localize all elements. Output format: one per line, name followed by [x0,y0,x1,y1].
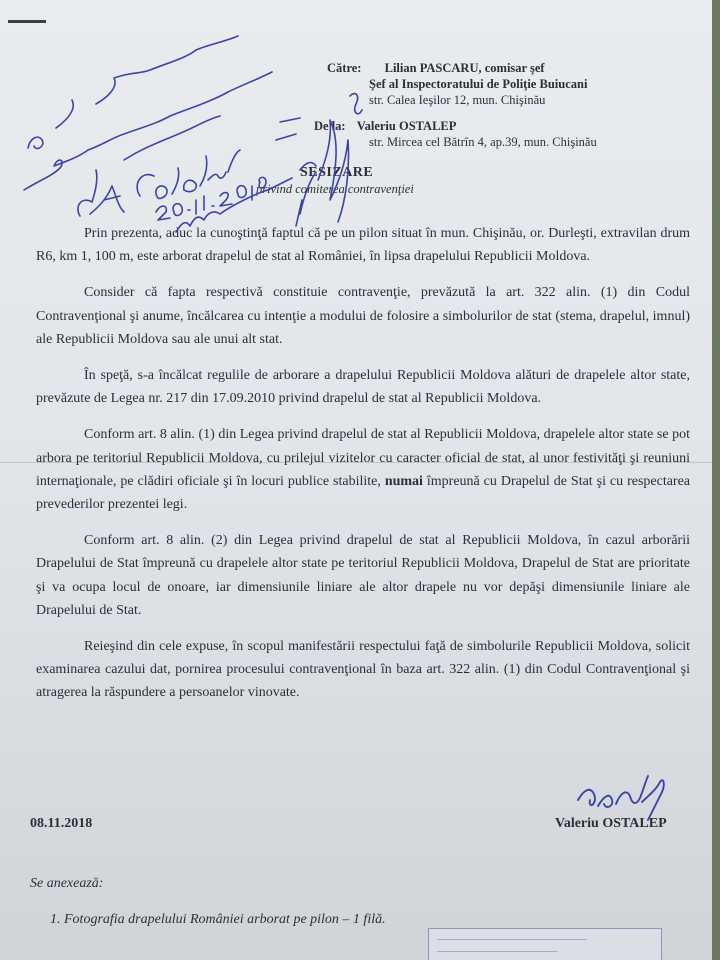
to-address: str. Calea Ieşilor 12, mun. Chişinău [369,93,546,107]
signer-name: Valeriu OSTALEP [555,816,667,831]
annex-item-1: 1. Fotografia drapelului României arborat pe pilon – 1 filă. [50,912,386,927]
document-title: SESIZARE [300,165,374,180]
from-label: De la: [314,119,346,133]
document-date: 08.11.2018 [30,816,93,831]
signature-mark [578,776,664,820]
document-subtitle: privind comiterea contravenţiei [256,182,414,196]
annotation-stroke-4 [78,150,240,216]
paragraph-4-tail: împreună cu Drapelul de Stat şi cu respectarea prevederilor prezentei legi. [36,473,691,513]
annotation-stroke-7 [296,94,362,226]
annotation-stroke-3 [124,116,220,160]
paragraph-5: Conform art. 8 alin. (2) din Legea privind drapelul de stat al Republicii Moldova, în cazul arborării Drapelului de Stat împreună cu drapelele altor state pe teritoriul Republicii Moldova, Drapelul de Stat are prioritate şi va ocupa locul de onoare, iar dimensiunile liniare ale altor drapele nu vor depăşi dimensiunile liniare ale Drapelului de Stat. [36,533,690,618]
paragraph-3: În speţă, s-a încălcat regulile de arborare a drapelului Republicii Moldova alături de drapelele altor state, prevăzute de Legea nr. 217 din 17.09.2010 privind drapelul de stat al Republicii Moldova. [36,368,690,407]
to-name: Lilian PASCARU, comisar şef [384,61,545,75]
paragraph-4-bold: numai [384,473,423,489]
from-address: str. Mircea cel Bătrîn 4, ap.39, mun. Chişinău [369,135,597,149]
annotation-stroke-2 [24,72,272,190]
paragraph-4-main: Conform art. 8 alin. (1) din Legea privind drapelul de stat al Republicii Moldova, drapelele altor state se pot arbora pe teritoriul Republicii Moldova, cu prilejul vizitelor cu caracter oficial de stat, al unor festivităţi şi reuniuni internaţionale, pe clădiri oficiale şi în locuri publice stabilite, [36,427,690,489]
annotation-stroke-8 [276,118,300,140]
annotation-stroke-6 [176,163,316,232]
paragraph-2: Consider că fapta respectivă constituie contravenţie, prevăzută la art. 322 alin. (1) din Codul Contravenţional şi anume, încălcarea cu intenţie a modului de folosire a simbolurilor de stat (stema, drapelul, imnul) ale Republicii Moldova sau ale unui alt stat. [36,285,690,347]
from-name: Valeriu OSTALEP [356,119,457,133]
paragraph-1: Prin prezenta, aduc la cunoştinţă faptul că pe un pilon situat în mun. Chişinău, or. Durleşti, extravilan drum R6, km 1, 100 m, este arborat drapelul de stat al României, în lipsa drapelului Republicii Moldova. [36,226,690,265]
paragraph-6: Reieşind din cele expuse, în scopul manifestării respectului faţă de simbolurile Republicii Moldova, solicit examinarea cazului dat, pornirea procesului contravenţional în baza art. 322 alin. (1) din Codul Contravenţional şi atragerea la răspundere a persoanelor vinovate. [36,639,690,701]
to-title-text: Şef al Inspectoratului de Poliţie Buiucani [369,77,588,91]
to-label: Către: [327,61,362,75]
annex-title: Se anexează: [30,876,104,891]
annotation-stroke-5 [156,177,266,220]
